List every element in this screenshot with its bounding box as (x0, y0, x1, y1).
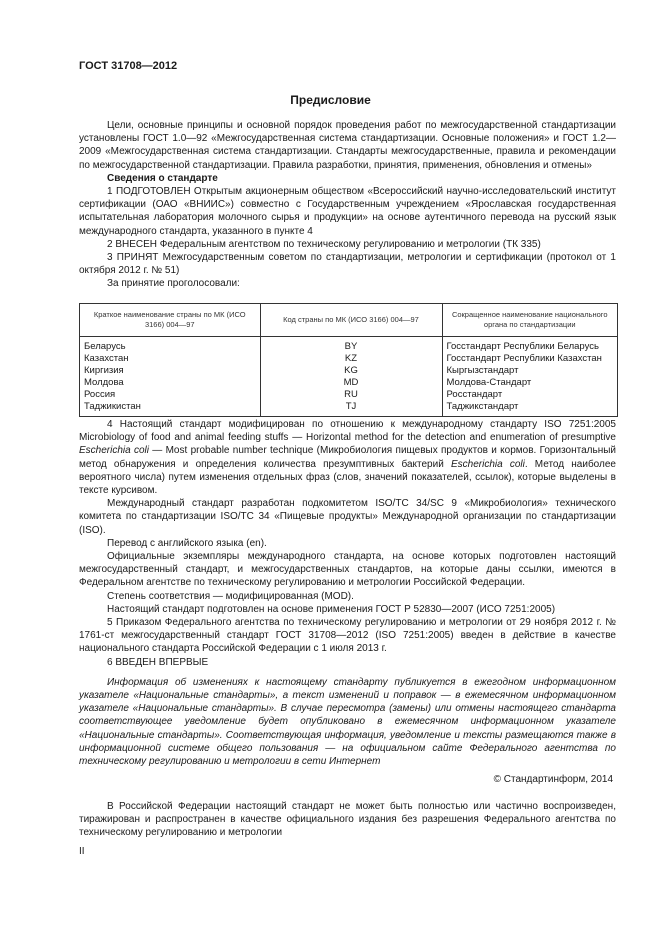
table-cell-code: BY (260, 337, 442, 354)
item-4: 4 Настоящий стандарт модифицирован по отношению к международному стандарту ISO 7251:2005 Microbiology of food and animal feeding stuffs — Horizontal method for the detection and enumeration of presumptive Escherichia coli — Most probable number technique (Микробиология пищевых продуктов и кормов. Горизонтальный метод обнаружения и определения количества презумптивных бактерий Escherichia coli. Метод наиболее вероятного числа) путем изменения отдельных фраз (слов, значений показателей, ссылок), которые выделены в тексте курсивом. (79, 419, 616, 497)
item-4-para-6: Настоящий стандарт подготовлен на основе применения ГОСТ Р 52830—2007 (ИСО 7251:2005) (107, 603, 556, 615)
table-row (80, 337, 617, 354)
document-id-header: ГОСТ 31708—2012 (79, 60, 178, 72)
table-cell-body: Госстандарт Республики Беларусь (442, 337, 617, 354)
table-cell-country: Беларусь (84, 341, 126, 352)
item-6: 6 ВВЕДЕН ВПЕРВЫЕ (107, 656, 209, 668)
copyright-notice: © Стандартинформ, 2014 (493, 774, 613, 785)
table-cell-country: Киргизия (84, 365, 124, 376)
intro-paragraph: Цели, основные принципы и основной порядок проведения работ по межгосударственной стандартизации установлены ГОСТ 1.0—92 «Межгосударственная система стандартизации. Основные положения» и ГОСТ 1.2—2009 «Межгосударственная система стандартизации. Стандарты межгосударственные, правила и рекомендации по межгосударственной стандартизации. Правила разработки, принятия, применения, обновления и отмены» (79, 120, 616, 171)
table-cell-code: KZ (260, 353, 442, 365)
table-row (80, 401, 617, 416)
foreword-body-continued (79, 418, 616, 768)
page-number: II (79, 846, 85, 857)
item-4-para-5: Степень соответствия — модифицированная (MOD). (107, 590, 354, 602)
table-cell-country: Молдова (84, 377, 124, 388)
item-3: 3 ПРИНЯТ Межгосударственным советом по стандартизации, метрологии и сертификации (протокол от 1 октября 2012 г. № 51) (79, 252, 616, 277)
table-cell-country: Казахстан (84, 353, 129, 364)
table-header-body: Сокращенное наименование национального органа по стандартизации (442, 304, 617, 337)
item-4-para-4: Официальные экземпляры международного стандарта, на основе которых подготовлен настоящий межгосударственный стандарт, и межгосударственных стандартов, на которые даны ссылки, имеются в Федеральном агентстве по техническому регулированию и метрологии Российской Федерации. (79, 551, 616, 589)
table-cell-code: RU (260, 389, 442, 401)
foreword-body (79, 119, 616, 291)
ecoli-term: Escherichia coli (450, 458, 525, 470)
voting-table (79, 303, 618, 417)
table-cell-body: Кыргызстандарт (442, 365, 617, 377)
vote-label: За принятие проголосовали: (107, 278, 240, 290)
table-header-country: Краткое наименование страны по МК (ИСО 3166) 004—97 (80, 304, 260, 337)
info-heading: Сведения о стандарте (107, 172, 218, 184)
table-row (80, 377, 617, 389)
table-cell-body: Таджикстандарт (442, 401, 617, 416)
amendments-info: Информация об изменениях к настоящему стандарту публикуется в ежегодном информационном указателе «Национальные стандарты», а текст изменений и поправок — в ежемесячном информационном указателе «Национальные стандарты». В случае пересмотра (замены) или отмены настоящего стандарта соответствующее уведомление будет опубликовано в ежемесячном информационном указателе «Национальные стандарты». Соответствующая информация, уведомление и тексты размещаются также в информационной системе общего пользования — на официальном сайте Федерального агентства по техническому регулированию и метрологии в сети Интернет (79, 676, 616, 768)
table-cell-country: Россия (84, 389, 116, 400)
table-cell-body: Молдова-Стандарт (442, 377, 617, 389)
item-4-para-3: Перевод с английского языка (en). (107, 537, 267, 549)
item-5: 5 Приказом Федерального агентства по техническому регулированию и метрологии от 29 ноября 2012 г. № 1761-ст межгосударственный стандарт ГОСТ 31708—2012 (ISO 7251:2005) введен в действие в качестве национального стандарта Российской Федерации с 1 июля 2013 г. (79, 617, 616, 655)
table-row (80, 389, 617, 401)
table-cell-body: Госстандарт Республики Казахстан (442, 353, 617, 365)
table-cell-code: MD (260, 377, 442, 389)
page-title: Предисловие (290, 93, 371, 107)
item-1: 1 ПОДГОТОВЛЕН Открытым акционерным обществом «Всероссийский научно-исследовательский институт сертификации (ОАО «ВНИИС») совместно с Государственным учреждением «Ярославская государственная испытательная лаборатория молочного сырья и продукции» на основе аутентичного перевода на русский язык международного стандарта, указанного в пункте 4 (79, 186, 616, 237)
ecoli-term: Escherichia coli (79, 445, 149, 457)
table-row (80, 353, 617, 365)
item-2: 2 ВНЕСЕН Федеральным агентством по техническому регулированию и метрологии (ТК 335) (107, 238, 541, 250)
table-header-row (80, 304, 617, 337)
table-row (80, 365, 617, 377)
table-cell-body: Росстандарт (442, 389, 617, 401)
table-cell-code: TJ (260, 401, 442, 416)
reproduction-notice: В Российской Федерации настоящий стандарт не может быть полностью или частично воспроизведен, тиражирован и распространен в качестве официального издания без разрешения Федерального агентства по техническому регулированию и метрологии (79, 801, 616, 839)
item-4-para-2: Международный стандарт разработан подкомитетом ISO/TC 34/SC 9 «Микробиология» технического комитета по стандартизации ISO/TC 34 «Пищевые продукты» Международной организации по стандартизации (ISO). (79, 498, 616, 536)
table-cell-country: Таджикистан (84, 401, 141, 412)
table-header-code: Код страны по МК (ИСО 3166) 004—97 (260, 304, 442, 337)
table-cell-code: KG (260, 365, 442, 377)
